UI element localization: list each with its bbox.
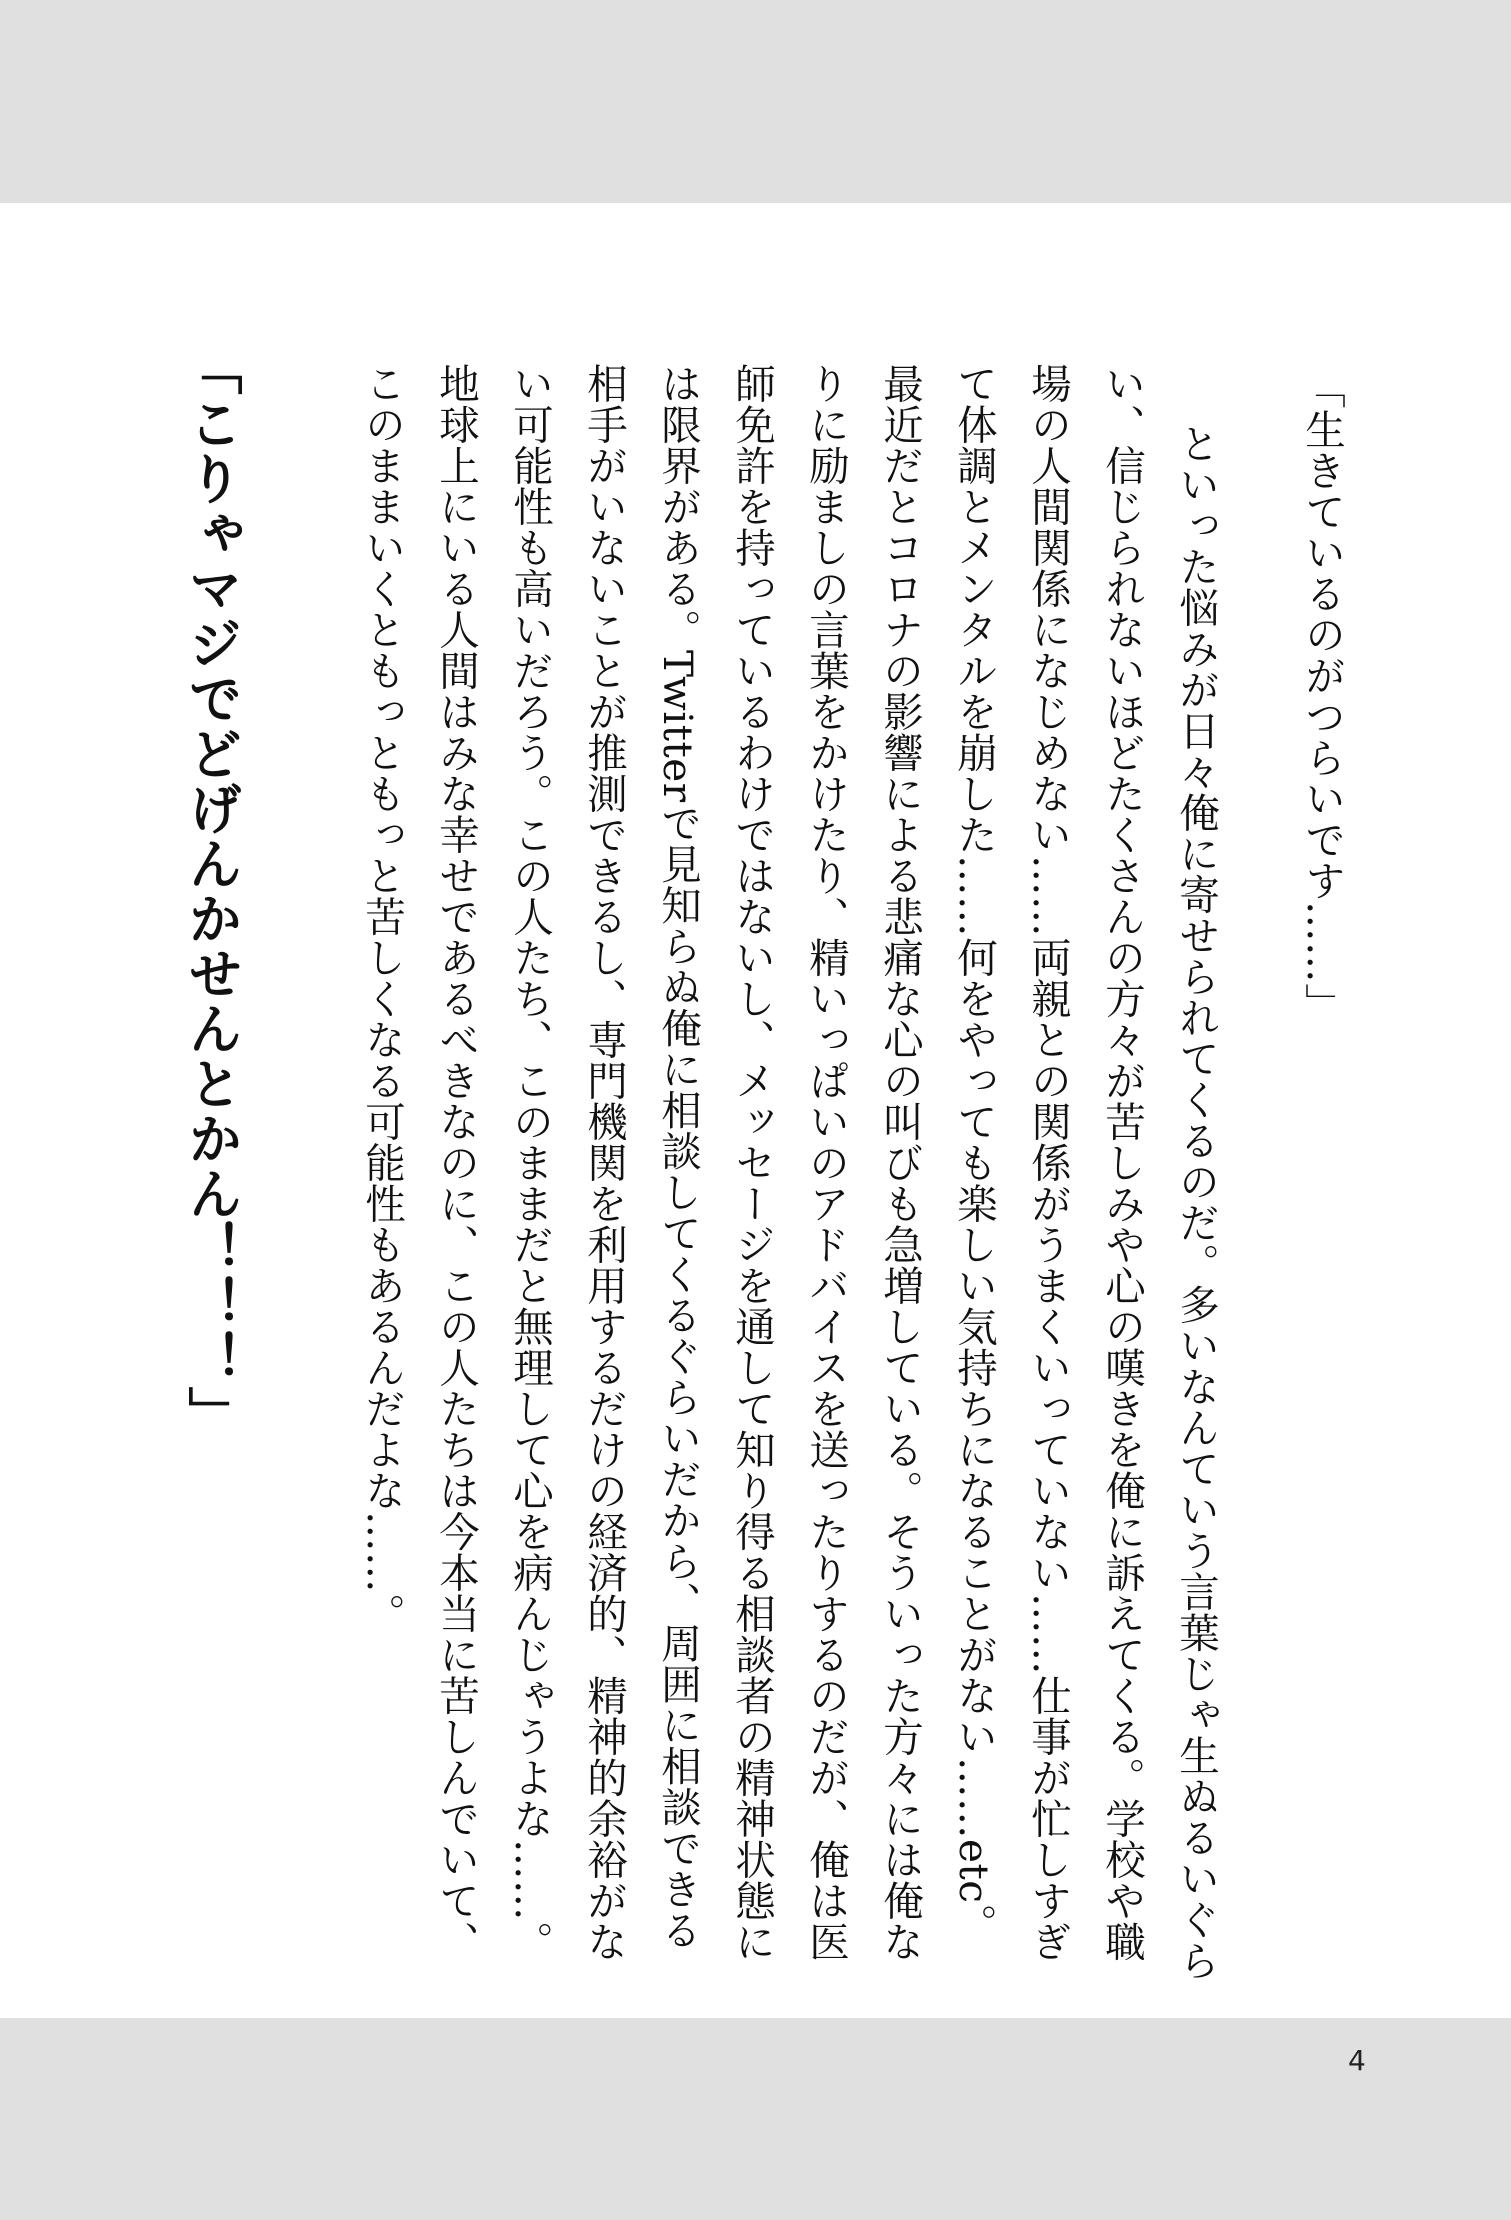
body-column-12: このままいくともっともっと苦しくなる可能性もあるんだよな……。 (358, 363, 406, 1634)
body-column-8: は限界がある。Twitterで見知らぬ俺に相談してくるぐらいだから、周囲に相談できる (654, 363, 702, 1951)
body-column-11: 地球上にいる人間はみな幸せであるべきなのに、この人たちは今本当に苦しんでいて、 (432, 363, 480, 1962)
body-column-1: といった悩みが日々俺に寄せられてくるのだ。多いなんていう言葉じゃ生ぬるいぐら (1172, 423, 1220, 1981)
body-column-5: 最近だとコロナの影響による悲痛な心の叫びも急増している。そういった方々には俺な (876, 363, 924, 1962)
body-column-6: りに励ましの言葉をかけたり、精いっぱいのアドバイスを送ったりするのだが、俺は医 (802, 363, 850, 1962)
body-column-2: い、信じられないほどたくさんの方々が苦しみや心の嘆きを俺に訴えてくる。学校や職 (1098, 363, 1146, 1962)
body-column-4: て体調とメンタルを崩した……何をやっても楽しい気持ちになることがない……etc。 (950, 363, 998, 1945)
body-column-9: 相手がいないことが推測できるし、専門機関を利用するだけの経済的、精神的余裕がな (580, 363, 628, 1962)
top-margin-band (0, 0, 1511, 203)
headline: 「こりゃマジでどげんかせんとかん！！！」 (180, 341, 243, 1441)
body-column-3: 場の人間関係になじめない……両親との関係がうまくいっていない……仕事が忙しすぎ (1024, 363, 1072, 1962)
bottom-margin-band (0, 2018, 1511, 2220)
quote-line: 「生きているのがつらいです……」 (1298, 368, 1346, 1024)
page-number: 4 (1348, 2044, 1366, 2077)
body-column-10: い可能性も高いだろう。この人たち、このままだと無理して心を病んじゃうよな……。 (506, 363, 554, 1962)
book-page (0, 203, 1511, 2018)
body-column-7: 師免許を持っているわけではないし、メッセージを通して知り得る相談者の精神状態に (728, 363, 776, 1962)
